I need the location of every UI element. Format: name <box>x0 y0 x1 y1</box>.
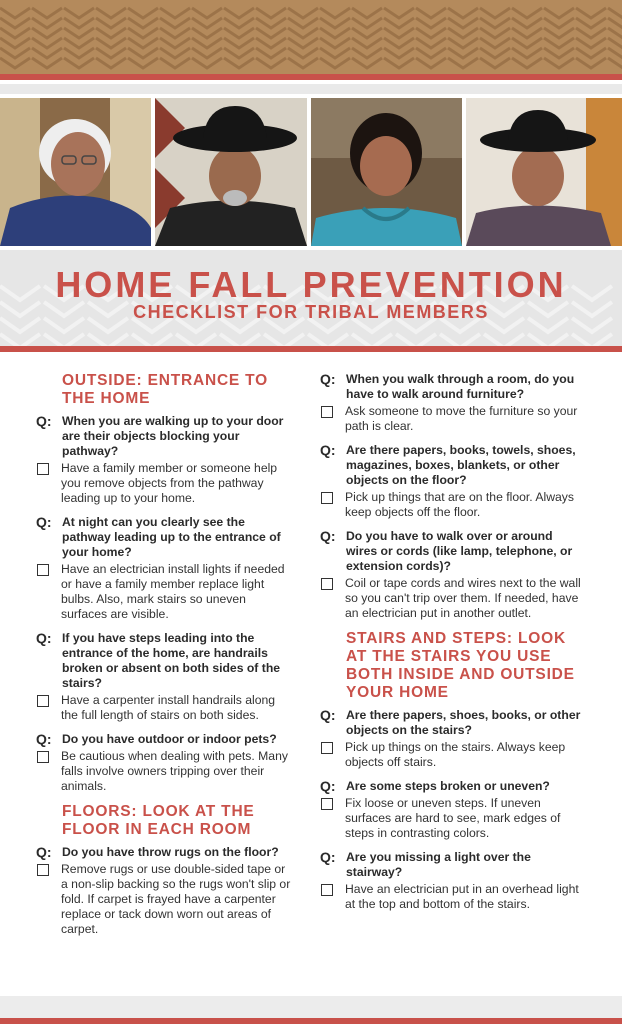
section-heading-floors: FLOORS: LOOK AT THE FLOOR IN EACH ROOM <box>62 803 255 838</box>
section-heading-stairs: STAIRS AND STEPS: LOOK AT THE STAIRS YOU USE BOTH INSIDE AND OUTSIDE YOUR HOME <box>346 630 575 701</box>
q-label: Q: <box>36 514 52 530</box>
question-text: When you walk through a room, do you have to walk around furniture? <box>346 372 575 401</box>
checklist-item <box>320 529 582 621</box>
checkbox[interactable] <box>37 564 49 576</box>
answer-text: Be cautious when dealing with pets. Many falls involve owners tripping over their animals. <box>61 749 288 793</box>
checkbox[interactable] <box>321 578 333 590</box>
answer-text: Have an electrician install lights if needed or have a family member replace light bulbs. Also, mark stairs so uneven surfaces are visible. <box>61 562 285 621</box>
checklist-item <box>320 443 582 520</box>
checkbox[interactable] <box>321 492 333 504</box>
q-label: Q: <box>320 371 336 387</box>
q-label: Q: <box>36 413 52 429</box>
answer-text: Pick up things that are on the floor. Always keep objects off the floor. <box>345 490 574 519</box>
question-text: Are there papers, books, towels, shoes, magazines, boxes, blankets, or other objects on the floor? <box>346 443 576 487</box>
q-label: Q: <box>36 844 52 860</box>
checklist-item <box>36 732 292 794</box>
answer-text: Ask someone to move the furniture so your path is clear. <box>345 404 578 433</box>
q-label: Q: <box>320 778 336 794</box>
question-text: Are there papers, shoes, books, or other objects on the stairs? <box>346 708 581 737</box>
question-text: When you are walking up to your door are their objects blocking your pathway? <box>62 414 284 458</box>
checklist-item <box>320 708 582 770</box>
answer-text: Have a family member or someone help you remove objects from the pathway leading up to your home. <box>61 461 278 505</box>
answer-text: Pick up things on the stairs. Always keep objects off stairs. <box>345 740 566 769</box>
checklist-item <box>320 779 582 841</box>
checklist-item <box>36 631 292 723</box>
section-heading-outside: OUTSIDE: ENTRANCE TO THE HOME <box>62 372 269 407</box>
photo-woman-necklace <box>311 98 462 246</box>
top-gray-strip <box>0 84 622 94</box>
top-red-rule <box>0 74 622 80</box>
page-subtitle: CHECKLIST FOR TRIBAL MEMBERS <box>133 302 489 322</box>
answer-text: Coil or tape cords and wires next to the wall so you can't trip over them. If needed, have an electrician put in another outlet. <box>345 576 581 620</box>
question-text: Do you have to walk over or around wires or cords (like lamp, telephone, or extension cords)? <box>346 529 573 573</box>
q-label: Q: <box>36 630 52 646</box>
right-column <box>320 372 582 921</box>
checklist-item <box>320 372 582 434</box>
question-text: At night can you clearly see the pathway leading up to the entrance of your home? <box>62 515 281 559</box>
checklist-item <box>36 414 292 506</box>
checkbox[interactable] <box>321 884 333 896</box>
answer-text: Have a carpenter install handrails along the full length of stairs on both sides. <box>61 693 276 722</box>
photo-elder-man-hat <box>466 98 622 246</box>
answer-text: Fix loose or uneven steps. If uneven surfaces are hard to see, mark edges of steps in contrasting colors. <box>345 796 561 840</box>
checkbox[interactable] <box>37 864 49 876</box>
q-label: Q: <box>320 442 336 458</box>
q-label: Q: <box>320 528 336 544</box>
chevron-pattern <box>0 0 622 74</box>
bottom-gray-strip <box>0 996 622 1018</box>
question-text: Are some steps broken or uneven? <box>346 779 550 793</box>
q-label: Q: <box>320 849 336 865</box>
checkbox[interactable] <box>37 751 49 763</box>
top-pattern-band <box>0 0 622 74</box>
checkbox[interactable] <box>37 695 49 707</box>
q-label: Q: <box>320 707 336 723</box>
question-text: Do you have outdoor or indoor pets? <box>62 732 277 746</box>
answer-text: Remove rugs or use double-sided tape or a non-slip backing so the rugs won't slip or fold. If carpet is frayed have a carpenter replace or tack down worn out areas of carpet. <box>61 862 291 936</box>
checklist-item <box>36 515 292 622</box>
portrait-photos <box>0 98 622 246</box>
answer-text: Have an electrician put in an overhead light at the top and bottom of the stairs. <box>345 882 579 911</box>
checkbox[interactable] <box>321 798 333 810</box>
checklist-item <box>36 845 292 937</box>
page-title: HOME FALL PREVENTION <box>55 264 567 305</box>
question-text: If you have steps leading into the entrance of the home, are handrails broken or absent on both sides of the stairs? <box>62 631 281 690</box>
checkbox[interactable] <box>321 742 333 754</box>
left-column <box>36 372 292 946</box>
title-banner <box>0 250 622 346</box>
checkbox[interactable] <box>37 463 49 475</box>
question-text: Do you have throw rugs on the floor? <box>62 845 279 859</box>
photo-elder-woman <box>0 98 151 246</box>
photo-man-black-hat <box>155 98 307 246</box>
bottom-red-rule <box>0 1018 622 1024</box>
title-red-rule <box>0 346 622 352</box>
q-label: Q: <box>36 731 52 747</box>
question-text: Are you missing a light over the stairway? <box>346 850 531 879</box>
checkbox[interactable] <box>321 406 333 418</box>
checklist-item <box>320 850 582 912</box>
